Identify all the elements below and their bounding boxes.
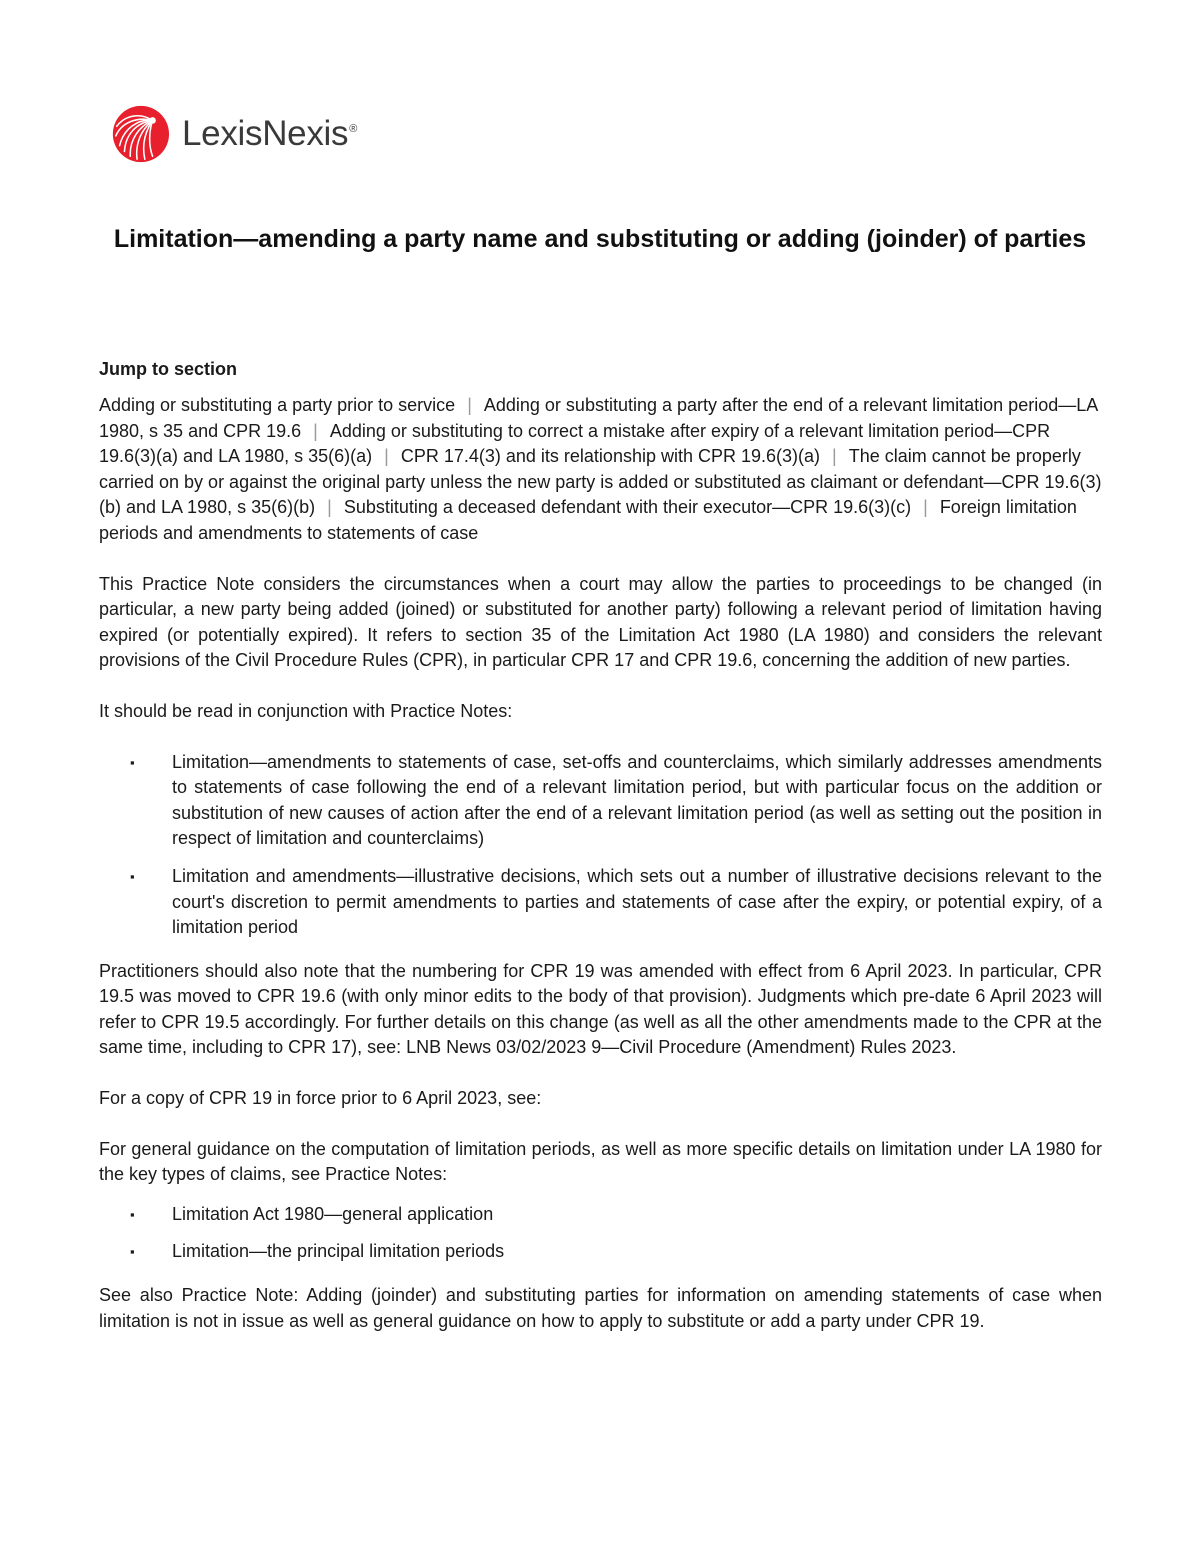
lexisnexis-knowledge-burst-icon (108, 103, 170, 165)
list-item (99, 864, 1102, 941)
jump-link[interactable]: Foreign limitation periods and amendments to statements of case (99, 497, 1077, 543)
list-item (99, 1239, 1102, 1265)
link-separator: | (327, 497, 332, 518)
list-item-text: Limitation Act 1980—general application (172, 1203, 494, 1224)
jump-link[interactable]: CPR 17.4(3) and its relationship with CPR 19.6(3)(a) (400, 446, 821, 467)
copy-note-paragraph: For a copy of CPR 19 in force prior to 6 April 2023, see: (99, 1088, 542, 1109)
list-item-text: Limitation—the principal limitation periods (172, 1241, 505, 1262)
jump-link[interactable]: Adding or substituting to correct a mistake after expiry of a relevant limitation period—CPR 19.6(3)(a) and LA 1980, s 35(6)(a) (99, 420, 1051, 467)
jump-to-section-heading: Jump to section (99, 359, 238, 379)
list-item (99, 750, 1102, 852)
jump-link[interactable]: Adding or substituting a party prior to service (99, 395, 456, 415)
link-separator: | (467, 395, 472, 415)
see-also-paragraph: See also Practice Note: Adding (joinder) and substituting parties for information on amending statements of case when limitation is not in issue as well as general guidance on how to apply to substitute or add a party under CPR 19. (99, 1285, 1102, 1331)
lexisnexis-logo (108, 102, 357, 166)
link-separator: | (923, 497, 928, 518)
link-separator: | (384, 446, 389, 467)
brand-wordmark: LexisNexis® (182, 114, 358, 153)
list-item-text: Limitation and amendments—illustrative decisions, which sets out a number of illustrative decisions relevant to the court's discretion to permit amendments to parties and statements of case after the expiry, or potential expiry, of a limitation period (172, 865, 1102, 938)
bullet: ▪ (130, 1206, 135, 1222)
guidance-lead: For general guidance on the computation of limitation periods, as well as more specific details on limitation under LA 1980 for the key types of claims, see Practice Notes: (99, 1138, 1102, 1185)
bullet: ▪ (130, 1244, 135, 1260)
jump-link[interactable]: The claim cannot be properly carried on by or against the original party unless the new party is added or substituted as claimant or defendant—CPR 19.6(3)(b) and LA 1980, s 35(6)(b) (99, 446, 1102, 518)
list-item-text: Limitation—amendments to statements of case, set-offs and counterclaims, which similarly addresses amendments to statements of case following the end of a relevant limitation period, but with particular focus on the addition or substitution of new causes of action after the end of a relevant limitation period (as well as setting out the position in respect of limitation and counterclaims) (172, 751, 1102, 849)
intro-paragraph: This Practice Note considers the circumstances when a court may allow the parties to proceedings to be changed (in particular, a new party being added (joined) or substituted for another party) following a relevant period of limitation having expired (or potentially expired). It refers to section 35 of the Limitation Act 1980 (LA 1980) and considers the relevant provisions of the Civil Procedure Rules (CPR), in particular CPR 17 and CPR 19.6, concerning the addition of new parties. (99, 573, 1102, 671)
conjunction-list (99, 750, 1102, 941)
bullet: ▪ (130, 868, 135, 884)
list-item (99, 1202, 1102, 1228)
jump-to-section-links (99, 393, 1102, 547)
link-separator: | (313, 420, 318, 441)
jump-link[interactable]: Adding or substituting a party after the end of a relevant limitation period—LA 1980, s 35 and CPR 19.6 (99, 395, 1098, 441)
page-title: Limitation—amending a party name and substituting or adding (joinder) of parties (113, 225, 1087, 253)
link-separator: | (832, 446, 837, 467)
guidance-list (99, 1202, 1102, 1265)
jump-link[interactable]: Substituting a deceased defendant with their executor—CPR 19.6(3)(c) (343, 497, 912, 518)
conjunction-lead: It should be read in conjunction with Practice Notes: (99, 700, 513, 721)
bullet: ▪ (130, 754, 135, 770)
document-body (99, 357, 1102, 1359)
numbering-note-paragraph: Practitioners should also note that the numbering for CPR 19 was amended with effect from 6 April 2023. In particular, CPR 19.5 was moved to CPR 19.6 (with only minor edits to the body of that provision). Judgments which pre-date 6 April 2023 will refer to CPR 19.5 accordingly. For further details on this change (as well as all the other amendments made to the CPR at the same time, including to CPR 17), see: LNB News 03/02/2023 9—Civil Procedure (Amendment) Rules 2023. (99, 960, 1102, 1058)
